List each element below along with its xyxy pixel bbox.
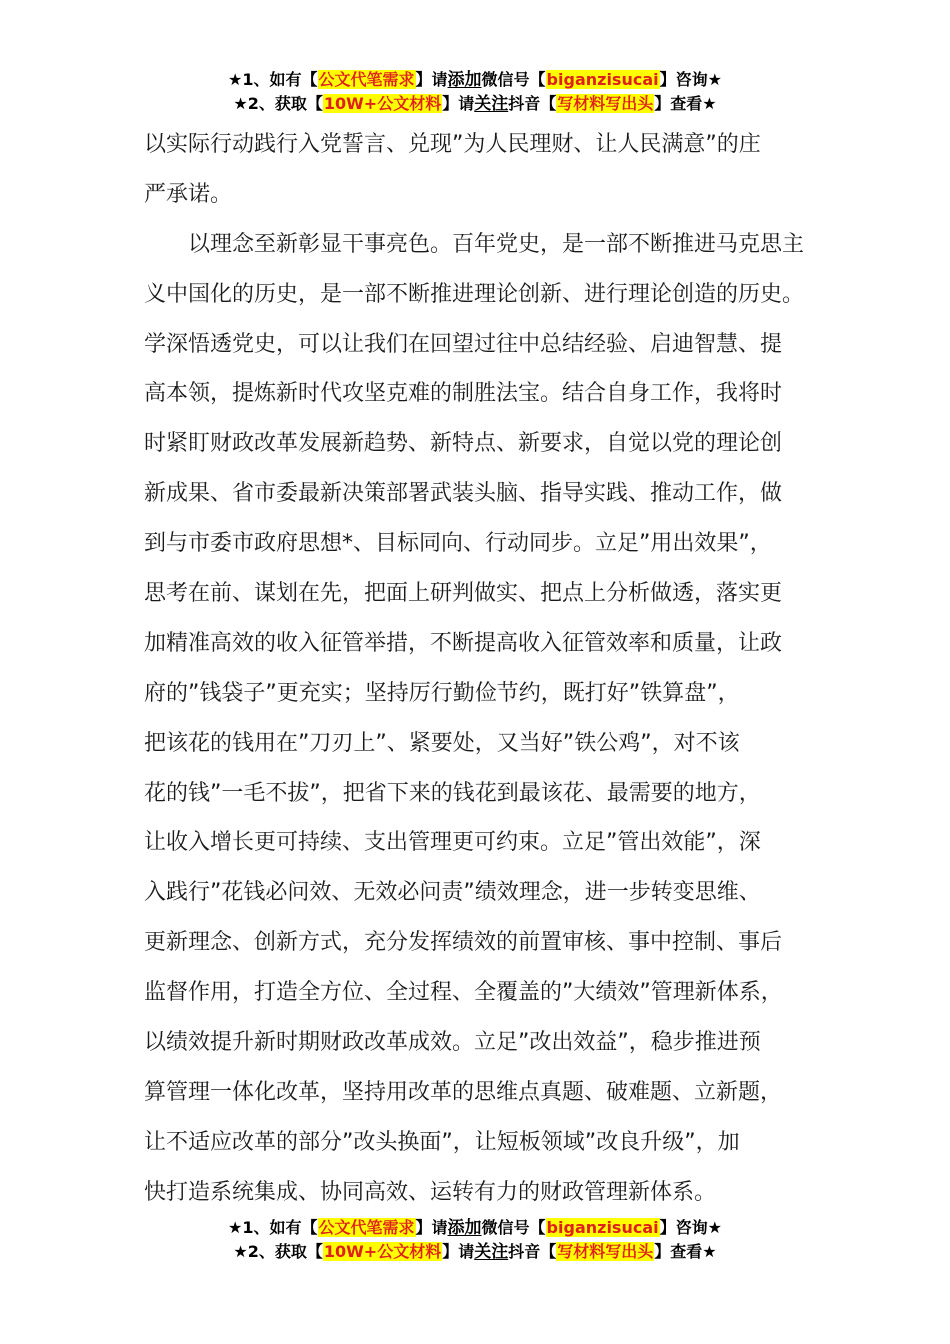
highlight-materials: 10W+公文材料 (323, 1242, 442, 1261)
highlight-materials: 10W+公文材料 (323, 94, 442, 113)
text-line: 监督作用，打造全方位、全过程、全覆盖的”大绩效”管理新体系， (144, 980, 783, 1006)
text-line: 以实际行动践行入党誓言、兑现”为人民理财、让人民满意”的庄 (144, 132, 761, 157)
text-line: 严承诺。 (144, 181, 233, 207)
text-line: 入践行”花钱必问效、无效必问责”绩效理念，进一步转变思维、 (144, 880, 761, 906)
highlight-service: 公文代笔需求 (318, 70, 415, 89)
banner-text: 抖音【 (508, 94, 557, 113)
banner-text: 】请 (415, 70, 448, 89)
highlight-service: 公文代笔需求 (318, 1218, 415, 1237)
text-line: 让不适应改革的部分”改头换面”，让短板领域”改良升级”，加 (144, 1129, 740, 1155)
highlight-wechat-id: biganzisucai (546, 1218, 659, 1237)
text-line: 加精准高效的收入征管举措，不断提高收入征管效率和质量，让政 (144, 630, 783, 656)
banner-text: 】咨询★ (659, 70, 722, 89)
text-line: 花的钱”一毛不拔”，把省下来的钱花到最该花、最需要的地方， (144, 780, 761, 806)
text-line: 更新理念、创新方式，充分发挥绩效的前置审核、事中控制、事后 (144, 930, 783, 956)
banner-text: ★2、获取【 (233, 1242, 323, 1261)
banner-text: 】查看★ (654, 1242, 717, 1261)
text-line: 以理念至新彰显干事亮色。百年党史，是一部不断推进马克思主 (144, 231, 805, 257)
text-line: 算管理一体化改革，坚持用改革的思维点真题、破难题、立新题， (144, 1079, 783, 1105)
text-line: 高本领，提炼新时代攻坚克难的制胜法宝。结合自身工作，我将时 (144, 381, 783, 407)
banner-line-1 (0, 69, 950, 93)
text-line: 时紧盯财政改革发展新趋势、新特点、新要求，自觉以党的理论创 (144, 431, 783, 457)
banner-text: 】请 (442, 1242, 475, 1261)
banner-text: 】咨询★ (659, 1218, 722, 1237)
text-line: 以绩效提升新时期财政改革成效。立足”改出效益”，稳步推进预 (144, 1030, 761, 1056)
highlight-wechat-id: biganzisucai (546, 70, 659, 89)
emphasis-text: 添加 (447, 1218, 482, 1238)
banner-text: ★1、如有【 (228, 1218, 318, 1237)
highlight-douyin-account: 写材料写出头 (557, 1242, 654, 1261)
text-line: 让收入增长更可持续、支出管理更可约束。立足”管出效能”，深 (144, 830, 761, 856)
banner-text: 微信号【 (481, 1218, 546, 1237)
banner-line-1 (0, 1217, 950, 1241)
banner-line-2 (0, 1241, 950, 1265)
emphasis-text: 关注 (474, 1242, 509, 1262)
banner-text: 】请 (442, 94, 475, 113)
text-line: 新成果、省市委最新决策部署武装头脑、指导实践、推动工作，做 (144, 481, 783, 507)
text-line: 到与市委市政府思想*、目标同向、行动同步。立足”用出效果”， (144, 531, 772, 557)
text-line: 义中国化的历史，是一部不断推进理论创新、进行理论创造的历史。 (144, 281, 805, 307)
emphasis-text: 关注 (474, 94, 509, 114)
footer-banner (0, 1217, 950, 1265)
banner-text: 】请 (415, 1218, 448, 1237)
text-line: 府的”钱袋子”更充实；坚持厉行勤俭节约，既打好”铁算盘”， (144, 680, 740, 706)
text-line: 思考在前、谋划在先，把面上研判做实、把点上分析做透，落实更 (144, 581, 783, 607)
text-line: 把该花的钱用在”刀刃上”、紧要处，又当好”铁公鸡”，对不该 (144, 730, 740, 756)
banner-text: 抖音【 (508, 1242, 557, 1261)
banner-text: ★2、获取【 (233, 94, 323, 113)
text-line: 快打造系统集成、协同高效、运转有力的财政管理新体系。 (144, 1179, 717, 1205)
banner-text: 微信号【 (481, 70, 546, 89)
header-banner (0, 69, 950, 117)
banner-line-2 (0, 93, 950, 117)
banner-text: 】查看★ (654, 94, 717, 113)
emphasis-text: 添加 (447, 70, 482, 90)
highlight-douyin-account: 写材料写出头 (557, 94, 654, 113)
text-line: 学深悟透党史，可以让我们在回望过往中总结经验、启迪智慧、提 (144, 331, 783, 357)
banner-text: ★1、如有【 (228, 70, 318, 89)
document-body (144, 120, 834, 1218)
